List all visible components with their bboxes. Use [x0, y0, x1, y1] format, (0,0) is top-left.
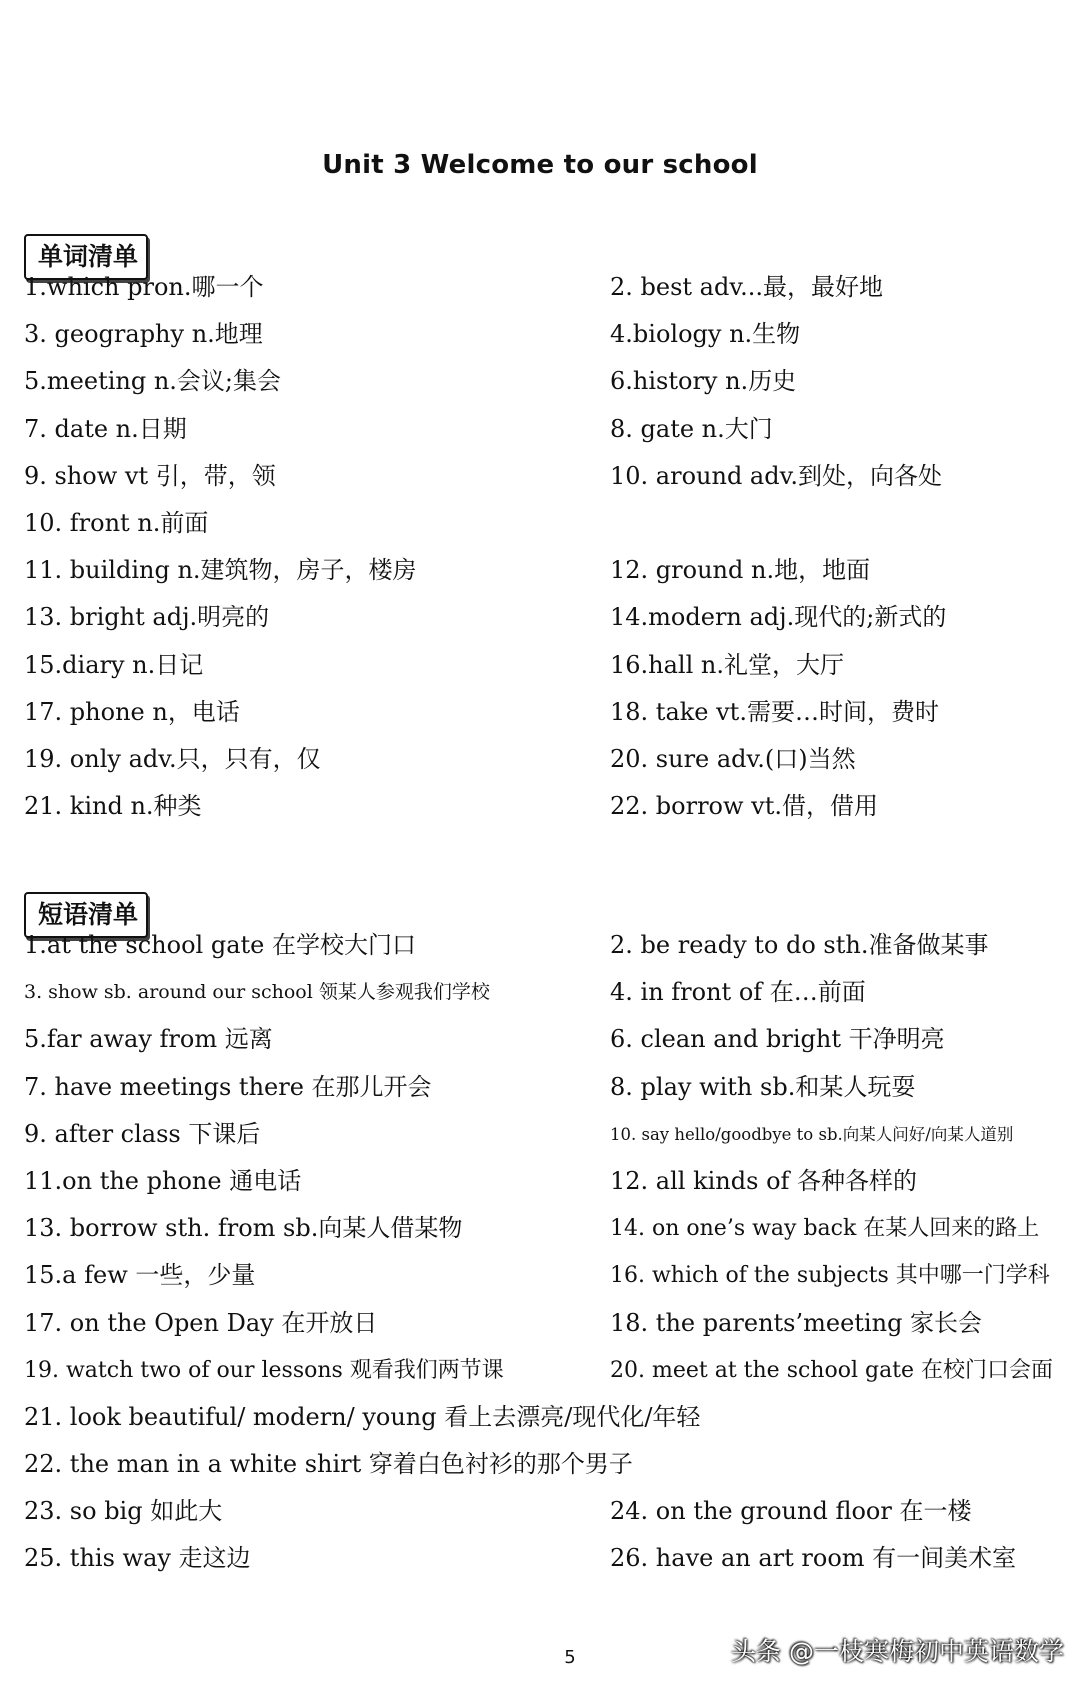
phrase-entry: 12. all kinds of 各种各样的 — [610, 1166, 918, 1195]
phrases-row-9 — [24, 1300, 1074, 1347]
word-entry: 10. front n.前面 — [24, 508, 209, 537]
word-entry: 3. geography n.地理 — [24, 320, 263, 349]
phrases-section-label: 短语清单 — [24, 892, 148, 938]
phrases-row-13 — [24, 1488, 1074, 1535]
word-entry: 2. best adv...最，最好地 — [610, 273, 883, 301]
words-row-6 — [24, 500, 1074, 547]
phrase-entry: 25. this way 走这边 — [24, 1544, 251, 1573]
word-entry: 1.which pron.哪一个 — [24, 273, 264, 301]
words-list — [24, 264, 1074, 830]
phrases-row-12 — [24, 1441, 1074, 1488]
word-entry: 22. borrow vt.借，借用 — [610, 792, 879, 821]
words-row-4 — [24, 406, 1074, 453]
word-entry: 17. phone n，电话 — [24, 697, 240, 726]
phrase-entry: 24. on the ground floor 在一楼 — [610, 1497, 972, 1526]
phrases-row-11 — [24, 1394, 1074, 1441]
phrases-row-6 — [24, 1158, 1074, 1205]
word-entry: 5.meeting n.会议;集会 — [24, 367, 282, 396]
word-entry: 15.diary n.日记 — [24, 650, 204, 679]
word-entry: 13. bright adj.明亮的 — [24, 603, 270, 632]
phrase-entry: 21. look beautiful/ modern/ young 看上去漂亮/现代化/年轻 — [24, 1402, 701, 1431]
words-row-2 — [24, 311, 1074, 358]
words-row-10 — [24, 689, 1074, 736]
word-entry: 12. ground n.地，地面 — [610, 556, 871, 585]
phrases-list — [24, 922, 1074, 1583]
words-row-3 — [24, 358, 1074, 405]
phrase-entry: 5.far away from 远离 — [24, 1025, 273, 1054]
word-entry: 9. show vt 引，带，领 — [24, 461, 276, 490]
words-row-1 — [24, 264, 1074, 311]
word-entry: 20. sure adv.(口)当然 — [610, 744, 856, 773]
phrase-entry: 10. say hello/goodbye to sb.向某人问好/向某人道别 — [610, 1124, 1014, 1144]
phrase-entry: 17. on the Open Day 在开放日 — [24, 1308, 378, 1337]
phrases-row-2 — [24, 969, 1074, 1016]
words-row-7 — [24, 547, 1074, 594]
word-entry: 10. around adv.到处，向各处 — [610, 461, 942, 490]
phrases-row-5 — [24, 1111, 1074, 1158]
word-entry: 21. kind n.种类 — [24, 792, 202, 821]
phrases-row-8 — [24, 1252, 1074, 1299]
word-entry: 19. only adv.只，只有，仅 — [24, 744, 321, 773]
phrase-entry: 3. show sb. around our school 领某人参观我们学校 — [24, 981, 490, 1004]
phrase-entry: 20. meet at the school gate 在校门口会面 — [610, 1357, 1054, 1383]
word-entry: 16.hall n.礼堂，大厅 — [610, 650, 844, 679]
phrase-entry: 2. be ready to do sth.准备做某事 — [610, 931, 989, 959]
word-entry: 18. take vt.需要…时间，费时 — [610, 697, 939, 726]
words-row-9 — [24, 642, 1074, 689]
words-row-11 — [24, 736, 1074, 783]
phrase-entry: 18. the parents’meeting 家长会 — [610, 1308, 983, 1337]
phrase-entry: 6. clean and bright 干净明亮 — [610, 1025, 945, 1054]
phrase-entry: 26. have an art room 有一间美术室 — [610, 1544, 1017, 1573]
page-title: Unit 3 Welcome to our school — [322, 150, 758, 180]
words-row-5 — [24, 453, 1074, 500]
phrase-entry: 19. watch two of our lessons 观看我们两节课 — [24, 1357, 504, 1383]
phrase-entry: 11.on the phone 通电话 — [24, 1166, 302, 1195]
phrases-row-3 — [24, 1016, 1074, 1063]
watermark: 头条 @一枝寒梅初中英语数学 — [731, 1637, 1064, 1666]
phrase-entry: 1.at the school gate 在学校大门口 — [24, 931, 416, 959]
word-entry: 7. date n.日期 — [24, 414, 187, 443]
words-row-8 — [24, 594, 1074, 641]
phrase-entry: 14. on one’s way back 在某人回来的路上 — [610, 1216, 1040, 1242]
phrases-row-7 — [24, 1205, 1074, 1252]
phrase-entry: 9. after class 下课后 — [24, 1119, 261, 1148]
phrases-row-10 — [24, 1347, 1074, 1394]
phrase-entry: 23. so big 如此大 — [24, 1497, 223, 1526]
page-number: 5 — [564, 1647, 576, 1668]
word-entry: 14.modern adj.现代的;新式的 — [610, 603, 947, 632]
phrase-entry: 22. the man in a white shirt 穿着白色衬衫的那个男子 — [24, 1450, 633, 1479]
phrases-row-4 — [24, 1064, 1074, 1111]
phrases-row-14 — [24, 1535, 1074, 1582]
phrases-row-1 — [24, 922, 1074, 969]
word-entry: 8. gate n.大门 — [610, 414, 773, 443]
word-entry: 11. building n.建筑物，房子，楼房 — [24, 556, 417, 585]
phrase-entry: 15.a few 一些，少量 — [24, 1261, 256, 1290]
phrase-entry: 7. have meetings there 在那儿开会 — [24, 1072, 432, 1101]
phrase-entry: 13. borrow sth. from sb.向某人借某物 — [24, 1214, 463, 1243]
words-row-12 — [24, 783, 1074, 830]
phrase-entry: 4. in front of 在…前面 — [610, 978, 866, 1007]
word-entry: 4.biology n.生物 — [610, 320, 801, 349]
words-section-label: 单词清单 — [24, 234, 148, 280]
phrase-entry: 8. play with sb.和某人玩耍 — [610, 1072, 916, 1101]
phrase-entry: 16. which of the subjects 其中哪一门学科 — [610, 1263, 1050, 1289]
word-entry: 6.history n.历史 — [610, 367, 797, 396]
